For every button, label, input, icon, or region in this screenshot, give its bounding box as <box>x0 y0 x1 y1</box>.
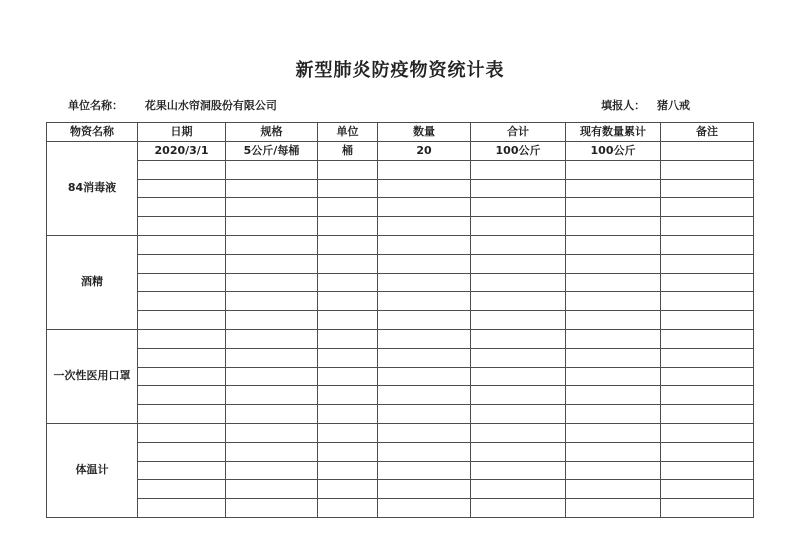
table-cell <box>661 405 754 424</box>
table-cell <box>471 442 566 461</box>
table-row <box>47 405 754 424</box>
table-cell <box>661 217 754 236</box>
supplies-table <box>46 122 754 518</box>
table-cell <box>566 405 661 424</box>
table-cell <box>138 405 226 424</box>
column-header-date: 日期 <box>138 123 226 142</box>
table-row <box>47 329 754 348</box>
table-cell <box>138 160 226 179</box>
table-cell <box>378 254 471 273</box>
reporter-field <box>601 97 690 113</box>
table-cell <box>318 386 378 405</box>
table-row <box>47 348 754 367</box>
table-cell <box>566 348 661 367</box>
table-cell <box>226 160 318 179</box>
page-title: 新型肺炎防疫物资统计表 <box>295 60 505 81</box>
table-cell: 100公斤 <box>471 142 566 161</box>
table-cell <box>226 499 318 518</box>
table-body <box>47 142 754 518</box>
material-name-cell: 一次性医用口罩 <box>47 329 138 423</box>
table-cell <box>226 217 318 236</box>
column-header-quantity: 数量 <box>378 123 471 142</box>
table-cell <box>378 348 471 367</box>
table-cell <box>471 480 566 499</box>
table-cell <box>138 480 226 499</box>
table-cell <box>471 217 566 236</box>
table-cell <box>661 235 754 254</box>
table-cell <box>378 461 471 480</box>
table-cell: 20 <box>378 142 471 161</box>
table-cell <box>318 405 378 424</box>
table-cell <box>378 367 471 386</box>
table-cell <box>226 254 318 273</box>
table-cell <box>226 311 318 330</box>
table-cell <box>566 198 661 217</box>
table-cell <box>378 386 471 405</box>
material-name-cell: 体温计 <box>47 423 138 517</box>
table-cell <box>226 480 318 499</box>
table-cell <box>226 386 318 405</box>
table-cell <box>378 311 471 330</box>
table-row <box>47 480 754 499</box>
table-cell <box>378 179 471 198</box>
table-cell <box>318 235 378 254</box>
table-cell <box>138 348 226 367</box>
table-cell <box>318 348 378 367</box>
table-cell <box>138 292 226 311</box>
column-header-material: 物资名称 <box>47 123 138 142</box>
table-cell <box>318 160 378 179</box>
table-row <box>47 217 754 236</box>
table-row <box>47 311 754 330</box>
column-header-total: 合计 <box>471 123 566 142</box>
table-row <box>47 273 754 292</box>
table-cell <box>226 367 318 386</box>
reporter-label: 填报人： <box>601 99 646 112</box>
table-row <box>47 292 754 311</box>
table-cell <box>318 292 378 311</box>
table-cell <box>226 461 318 480</box>
unit-name-field <box>68 97 277 113</box>
table-cell <box>471 235 566 254</box>
table-cell <box>226 198 318 217</box>
table-cell <box>566 423 661 442</box>
table-cell <box>661 367 754 386</box>
table-cell <box>318 273 378 292</box>
table-cell <box>471 329 566 348</box>
table-cell <box>138 367 226 386</box>
table-cell <box>471 348 566 367</box>
info-row <box>0 97 800 113</box>
table-cell <box>566 311 661 330</box>
table-cell: 桶 <box>318 142 378 161</box>
table-cell <box>471 179 566 198</box>
table-cell <box>138 198 226 217</box>
table-cell <box>378 329 471 348</box>
table-cell <box>226 273 318 292</box>
table-row <box>47 198 754 217</box>
table-row <box>47 499 754 518</box>
table-cell <box>138 254 226 273</box>
material-name-cell: 84消毒液 <box>47 142 138 236</box>
table-cell <box>226 405 318 424</box>
table-cell <box>661 292 754 311</box>
table-cell <box>566 386 661 405</box>
table-cell <box>138 217 226 236</box>
table-cell <box>471 273 566 292</box>
table-cell <box>138 329 226 348</box>
table-cell <box>471 499 566 518</box>
table-cell <box>138 499 226 518</box>
table-cell <box>566 480 661 499</box>
table-cell <box>661 254 754 273</box>
table-row <box>47 254 754 273</box>
reporter-value: 猪八戒 <box>657 99 690 112</box>
table-cell <box>566 235 661 254</box>
table-cell <box>566 273 661 292</box>
table-cell <box>661 311 754 330</box>
table-cell: 5公斤/每桶 <box>226 142 318 161</box>
table-cell <box>378 198 471 217</box>
table-cell <box>226 179 318 198</box>
table-cell <box>378 442 471 461</box>
table-cell <box>471 405 566 424</box>
table-cell <box>661 142 754 161</box>
unit-name-label: 单位名称： <box>68 99 123 112</box>
table-cell <box>661 461 754 480</box>
table-row <box>47 235 754 254</box>
table-cell <box>378 499 471 518</box>
table-cell <box>661 480 754 499</box>
table-cell <box>566 329 661 348</box>
table-cell <box>661 386 754 405</box>
unit-name-value: 花果山水帘洞股份有限公司 <box>144 99 277 112</box>
table-cell <box>318 480 378 499</box>
column-header-unit: 单位 <box>318 123 378 142</box>
table-cell <box>661 160 754 179</box>
table-cell <box>566 499 661 518</box>
table-row <box>47 142 754 161</box>
column-header-remarks: 备注 <box>661 123 754 142</box>
table-cell <box>138 235 226 254</box>
table-cell <box>138 311 226 330</box>
table-cell <box>226 442 318 461</box>
table-row <box>47 367 754 386</box>
table-cell <box>661 273 754 292</box>
table-cell <box>138 179 226 198</box>
table-cell <box>661 348 754 367</box>
table-cell <box>471 367 566 386</box>
table-cell <box>566 179 661 198</box>
table-cell <box>661 499 754 518</box>
table-cell <box>318 499 378 518</box>
table-cell <box>471 461 566 480</box>
table-row <box>47 442 754 461</box>
table-cell <box>378 292 471 311</box>
table-cell <box>378 405 471 424</box>
table-cell <box>471 160 566 179</box>
table-cell <box>318 461 378 480</box>
table-cell <box>138 442 226 461</box>
table-cell <box>471 386 566 405</box>
table-cell <box>566 442 661 461</box>
table-cell <box>471 292 566 311</box>
table-cell <box>226 329 318 348</box>
header-row <box>47 123 754 142</box>
table-cell <box>378 160 471 179</box>
table-cell <box>378 217 471 236</box>
table-cell: 100公斤 <box>566 142 661 161</box>
table-cell <box>318 311 378 330</box>
material-name-cell: 酒精 <box>47 235 138 329</box>
table-cell <box>471 198 566 217</box>
table-cell <box>318 367 378 386</box>
table-row <box>47 386 754 405</box>
table-row <box>47 423 754 442</box>
table-cell <box>138 386 226 405</box>
table-cell <box>318 442 378 461</box>
table-cell <box>661 179 754 198</box>
table-cell <box>566 367 661 386</box>
table-cell <box>661 442 754 461</box>
table-cell <box>378 423 471 442</box>
table-cell <box>661 329 754 348</box>
table-cell <box>566 292 661 311</box>
table-cell <box>226 348 318 367</box>
table-cell <box>318 198 378 217</box>
table-row <box>47 461 754 480</box>
table-cell <box>138 423 226 442</box>
table-cell <box>661 198 754 217</box>
table-row <box>47 160 754 179</box>
table-cell <box>138 461 226 480</box>
table-cell <box>566 461 661 480</box>
table-cell <box>471 311 566 330</box>
table-cell <box>566 160 661 179</box>
table-cell <box>378 273 471 292</box>
table-cell <box>471 254 566 273</box>
table-cell <box>378 235 471 254</box>
table-cell <box>318 179 378 198</box>
table-cell <box>226 423 318 442</box>
table-cell <box>566 217 661 236</box>
column-header-spec: 规格 <box>226 123 318 142</box>
table-cell <box>138 273 226 292</box>
table-cell <box>226 235 318 254</box>
table-cell <box>378 480 471 499</box>
table-row <box>47 179 754 198</box>
table-cell <box>318 254 378 273</box>
table-cell <box>318 329 378 348</box>
table-cell: 2020/3/1 <box>138 142 226 161</box>
table-cell <box>661 423 754 442</box>
table-cell <box>318 217 378 236</box>
table-cell <box>226 292 318 311</box>
column-header-cumulative: 现有数量累计 <box>566 123 661 142</box>
table-cell <box>318 423 378 442</box>
table-cell <box>471 423 566 442</box>
table-cell <box>566 254 661 273</box>
